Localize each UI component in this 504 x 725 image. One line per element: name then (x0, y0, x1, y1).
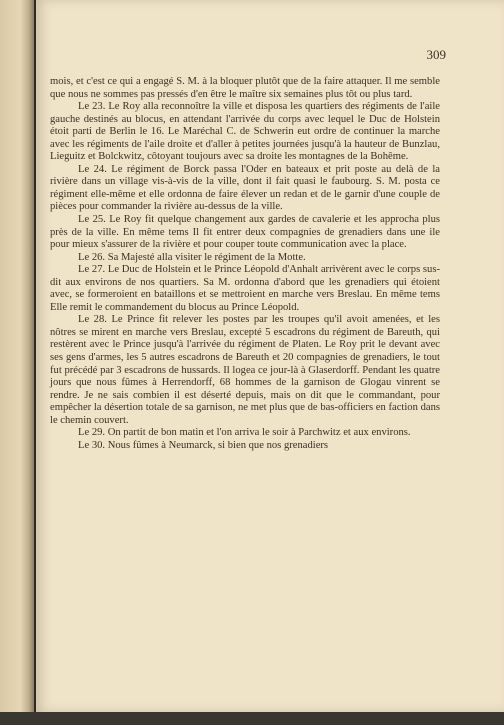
paragraph: Le 30. Nous fûmes à Neumarck, si bien que nos grenadiers (78, 439, 329, 451)
page-number: 309 (426, 47, 446, 62)
paragraph: Le 25. Le Roy fit quelque changement aux gardes de cavalerie et les approcha plus près de la ville. En même tems Il fit entrer deux compagnies de grenadiers dans une ile pour mieux s'assurer de la rivière et pour couper toute communication avec la place. (50, 214, 440, 251)
paragraph: Le 24. Le régiment de Borck passa l'Oder en bateaux et prit poste au delà de la rivière dans un village vis-à-vis de la ville, dont il fait quasi le faubourg. S. M. posta ce régiment elle-même et elle ordonna de faire élever un redan et de le garnir d'une couple de pièces pour commander la rivière au-dessus de la ville. (50, 163, 440, 213)
paragraph: Le 29. On partit de bon matin et l'on arriva le soir à Parchwitz et aux environs. (78, 427, 411, 439)
scan-bottom-border (0, 712, 504, 725)
paragraph: Le 26. Sa Majesté alla visiter le régiment de la Motte. (78, 251, 306, 263)
page-text-body (50, 76, 440, 452)
paragraph: mois, et c'est ce qui a engagé S. M. à la bloquer plutôt que de la faire attaquer. Il me semble que nous ne sommes pas pressés d'en être le maître six semaines plus tôt ou plus tard. (50, 76, 440, 100)
paragraph: Le 27. Le Duc de Holstein et le Prince Léopold d'Anhalt arrivèrent avec le corps sus-dit aux environs de nos quartiers. Sa M. ordonna d'abord que les grenadiers qui étoient avec, se formeroient en bataillons et se mettroient en marche vers Breslau. En même tems Elle remit le commandement du blocus au Prince Léopold. (50, 264, 440, 313)
previous-page-edge (0, 0, 34, 725)
paragraph: Le 23. Le Roy alla reconnoître la ville et disposa les quartiers des régiments de l'aile gauche destinés au blocus, en attendant l'arrivée du corps avec lequel le Duc de Holstein étoit parti de Berlin le 16. Le Maréchal C. de Schwerin eut ordre de continuer la marche avec les régiments de l'aile droite et d'aller à petites journées jusqu'à la hauteur de Bunzlau, Lieguitz et Bolckwitz, côtoyant toujours avec sa droite les montagnes de la Bohême. (50, 101, 440, 163)
paragraph: Le 28. Le Prince fit relever les postes par les troupes qu'il avoit amenées, et les nôtres se mirent en marche vers Breslau, excepté 5 escadrons du régiment de Bareuth, qui restèrent avec le Prince jusqu'à l'arrivée du régiment de Platen. Le Roy prit le devant avec ses gens d'armes, les 5 autres escadrons de Bareuth et 20 compagnies de grenadiers, le tout fut précédé par 3 escadrons de hussards. Il logea ce jour-là à Glaserdorff. Pendant les quatre jours que nous fûmes à Herrendorff, 68 hommes de la garnison de Glogau vinrent se rendre. Je ne sais combien il est déserté depuis, mais on dit que le commandant, pour empêcher la désertion totale de sa garnison, ne met plus que de bas-officiers en faction dans le chemin couvert. (50, 314, 440, 426)
